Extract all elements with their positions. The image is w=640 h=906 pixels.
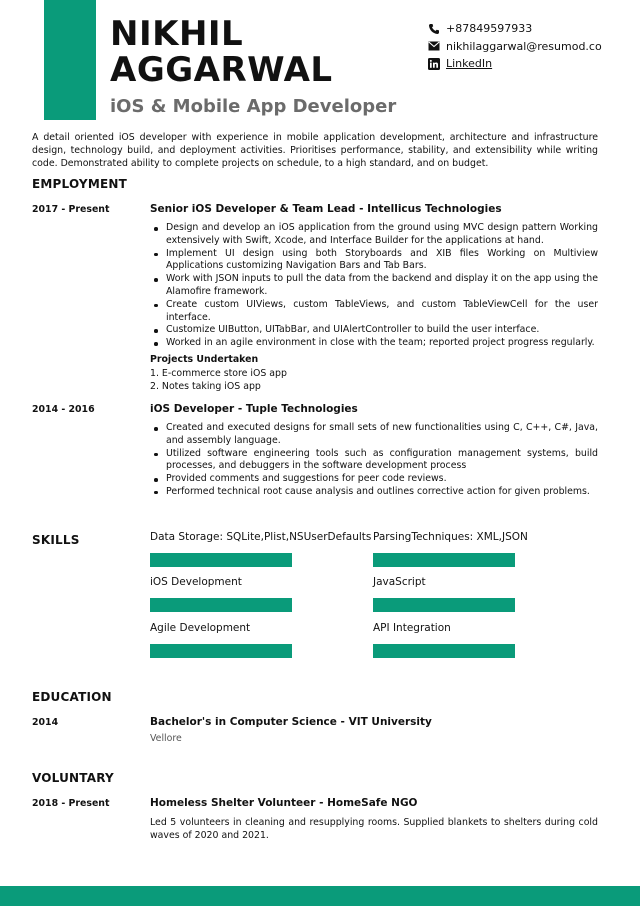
- job-1-dates: 2017 - Present: [32, 204, 110, 215]
- skill-item: [150, 576, 292, 612]
- contact-block: [428, 20, 602, 73]
- email-row[interactable]: [428, 38, 602, 56]
- voluntary-role: Homeless Shelter Volunteer - HomeSafe NGO: [150, 797, 418, 809]
- job-2-role: iOS Developer - Tuple Technologies: [150, 403, 358, 415]
- job-1-bullets: [150, 222, 598, 350]
- email-icon: [428, 40, 440, 52]
- list-item: Customize UIButton, UITabBar, and UIAlertController to build the user interface.: [150, 324, 598, 337]
- email-address[interactable]: nikhilaggarwal@resumod.co: [446, 39, 602, 53]
- skill-bar: [150, 553, 292, 567]
- job-2-bullets: [150, 422, 598, 499]
- profile-summary: A detail oriented iOS developer with experience in mobile application development, architecture and infrastructure design, technology build, and deployment activities. Prioritises performance, stability, and extensibility while writing code. Demonstrated ability to complete projects on schedule, to a high standard, and on budget.: [32, 132, 598, 169]
- list-item: Utilized software engineering tools such as configuration management systems, build processes, and debuggers in the software development process: [150, 448, 598, 474]
- education-date: 2014: [32, 717, 59, 728]
- phone-icon: [428, 23, 440, 35]
- skill-item: [373, 622, 515, 658]
- skill-bar: [373, 598, 515, 612]
- skill-bar: [373, 553, 515, 567]
- voluntary-dates: 2018 - Present: [32, 798, 110, 809]
- list-item: Performed technical root cause analysis and outlines corrective action for given problems.: [150, 486, 598, 499]
- skills-heading: SKILLS: [32, 533, 80, 547]
- skill-label: Agile Development: [150, 622, 251, 634]
- phone-number[interactable]: +87849597933: [446, 22, 533, 36]
- list-item: 2. Notes taking iOS app: [150, 381, 261, 392]
- list-item: Create custom UIViews, custom TableViews, and custom TableViewCell for the user interface.: [150, 299, 598, 325]
- list-item: Created and executed designs for small sets of new functionalities using C, C++, C#, Java, and assembly language.: [150, 422, 598, 448]
- list-item: Provided comments and suggestions for peer code reviews.: [150, 473, 598, 486]
- skill-label: Data Storage: SQLite,Plist,NSUserDefaults: [150, 531, 372, 543]
- voluntary-description: Led 5 volunteers in cleaning and resupplying rooms. Supplied blankets to shelters during cold waves of 2020 and 2021.: [150, 817, 598, 841]
- skill-item: [150, 531, 372, 567]
- skill-bar: [150, 598, 292, 612]
- skill-item: [150, 622, 292, 658]
- footer-accent-bar: [0, 886, 640, 906]
- skill-label: JavaScript: [373, 576, 426, 588]
- list-item: Work with JSON inputs to pull the data from the backend and display it on the app using the Alamofire framework.: [150, 273, 598, 299]
- name-line-1: NIKHIL: [110, 14, 244, 54]
- skill-label: API Integration: [373, 622, 451, 634]
- job-2-dates: 2014 - 2016: [32, 404, 95, 415]
- linkedin-icon: [428, 58, 440, 70]
- linkedin-row[interactable]: [428, 55, 602, 73]
- skill-label: ParsingTechniques: XML,JSON: [373, 531, 528, 543]
- list-item: Implement UI design using both Storyboards and XIB files Working on Multiview Applications customizing Navigation Bars and Tab Bars.: [150, 248, 598, 274]
- employment-heading: EMPLOYMENT: [32, 177, 127, 191]
- education-degree: Bachelor's in Computer Science - VIT University: [150, 716, 432, 728]
- list-item: Design and develop an iOS application from the ground using MVC design pattern Working extensively with Swift, Xcode, and Interface Builder for the applications at hand.: [150, 222, 598, 248]
- skill-label: iOS Development: [150, 576, 242, 588]
- skill-item: [373, 576, 515, 612]
- education-location: Vellore: [150, 733, 182, 744]
- job-title: iOS & Mobile App Developer: [110, 96, 397, 117]
- list-item: 1. E-commerce store iOS app: [150, 368, 287, 379]
- skill-bar: [150, 644, 292, 658]
- name-line-2: AGGARWAL: [110, 50, 333, 90]
- projects-heading: Projects Undertaken: [150, 354, 259, 365]
- projects-list: [150, 367, 287, 393]
- header-accent-bar: [44, 0, 96, 120]
- list-item: Worked in an agile environment in close with the team; reported project progress regularly.: [150, 337, 598, 350]
- skill-item: [373, 531, 528, 567]
- candidate-name: [110, 16, 333, 88]
- education-heading: EDUCATION: [32, 690, 112, 704]
- voluntary-heading: VOLUNTARY: [32, 771, 114, 785]
- job-1-role: Senior iOS Developer & Team Lead - Intellicus Technologies: [150, 203, 502, 215]
- skill-bar: [373, 644, 515, 658]
- linkedin-link[interactable]: LinkedIn: [446, 57, 493, 71]
- phone-row[interactable]: [428, 20, 602, 38]
